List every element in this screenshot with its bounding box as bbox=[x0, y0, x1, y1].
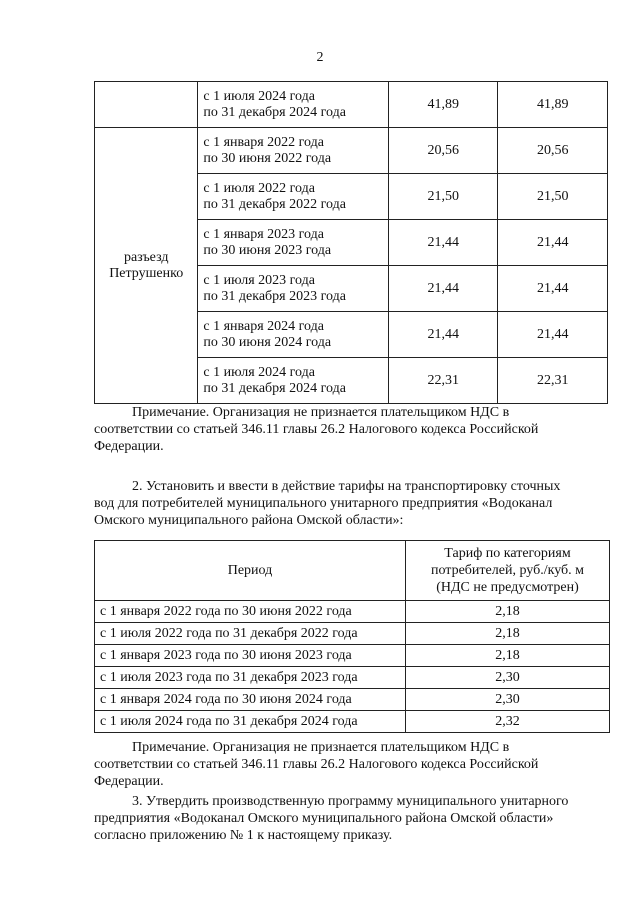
table-row bbox=[95, 645, 610, 667]
period-cell: с 1 июля 2022 года по 31 декабря 2022 года bbox=[95, 623, 406, 645]
tariff-value: 2,30 bbox=[406, 689, 610, 711]
tariff-value-a: 21,44 bbox=[389, 266, 498, 312]
column-header-period: Период bbox=[95, 541, 406, 601]
period-cell: с 1 июля 2024 года по 31 декабря 2024 года bbox=[198, 358, 389, 404]
table-row bbox=[95, 601, 610, 623]
tariff-value: 2,30 bbox=[406, 667, 610, 689]
tariff-value-a: 20,56 bbox=[389, 128, 498, 174]
period-cell: с 1 января 2023 года по 30 июня 2023 года bbox=[95, 645, 406, 667]
table-row bbox=[95, 689, 610, 711]
tariff-value-b: 21,44 bbox=[498, 266, 608, 312]
table-row bbox=[95, 623, 610, 645]
tariff-value-a: 21,44 bbox=[389, 312, 498, 358]
table-row bbox=[95, 667, 610, 689]
tariff-value-a: 21,50 bbox=[389, 174, 498, 220]
tariff-value: 2,18 bbox=[406, 645, 610, 667]
column-header-tariff: Тариф по категориям потребителей, руб./куб. м (НДС не предусмотрен) bbox=[406, 541, 610, 601]
period-cell: с 1 июля 2024 года по 31 декабря 2024 года bbox=[95, 711, 406, 733]
table-row bbox=[95, 711, 610, 733]
table-header-row bbox=[95, 541, 610, 601]
tariff-value: 2,32 bbox=[406, 711, 610, 733]
tariff-value: 2,18 bbox=[406, 623, 610, 645]
tariff-value-b: 21,44 bbox=[498, 220, 608, 266]
period-cell: с 1 января 2024 года по 30 июня 2024 года bbox=[95, 689, 406, 711]
tariff-value-b: 20,56 bbox=[498, 128, 608, 174]
note-vat-2: Примечание. Организация не признается плательщиком НДС в соответствии со статьей 346.11 главы 26.2 Налогового кодекса Российской Федерации. bbox=[94, 740, 539, 789]
tariff-value-b: 41,89 bbox=[498, 82, 608, 128]
period-cell: с 1 января 2023 года по 30 июня 2023 года bbox=[198, 220, 389, 266]
tariff-value-b: 21,44 bbox=[498, 312, 608, 358]
tariff-value-a: 21,44 bbox=[389, 220, 498, 266]
clause-3: 3. Утвердить производственную программу муниципального унитарного предприятия «Водоканал Омского муниципального района Омской области» согласно приложению № 1 к настоящему приказу. bbox=[94, 794, 569, 843]
tariff-value: 2,18 bbox=[406, 601, 610, 623]
page-number: 2 bbox=[316, 50, 324, 65]
note-vat-1: Примечание. Организация не признается плательщиком НДС в соответствии со статьей 346.11 главы 26.2 Налогового кодекса Российской Федерации. bbox=[94, 405, 539, 454]
tariff-table-locations bbox=[94, 81, 608, 404]
clause-2: 2. Установить и ввести в действие тарифы на транспортировку сточных вод для потребителей муниципального унитарного предприятия «Водоканал Омского муниципального района Омской области»: bbox=[94, 479, 561, 528]
period-cell: с 1 июля 2024 года по 31 декабря 2024 года bbox=[198, 82, 389, 128]
period-cell: с 1 января 2022 года по 30 июня 2022 года bbox=[95, 601, 406, 623]
tariff-table-transport bbox=[94, 540, 610, 733]
period-cell: с 1 июля 2022 года по 31 декабря 2022 года bbox=[198, 174, 389, 220]
table-row bbox=[95, 82, 608, 128]
location-cell-empty bbox=[95, 82, 198, 128]
period-cell: с 1 января 2024 года по 30 июня 2024 года bbox=[198, 312, 389, 358]
table-row bbox=[95, 128, 608, 174]
period-cell: с 1 июля 2023 года по 31 декабря 2023 года bbox=[95, 667, 406, 689]
period-cell: с 1 января 2022 года по 30 июня 2022 года bbox=[198, 128, 389, 174]
location-cell: разъезд Петрушенко bbox=[95, 128, 198, 404]
tariff-value-b: 21,50 bbox=[498, 174, 608, 220]
tariff-value-b: 22,31 bbox=[498, 358, 608, 404]
tariff-value-a: 22,31 bbox=[389, 358, 498, 404]
tariff-value-a: 41,89 bbox=[389, 82, 498, 128]
period-cell: с 1 июля 2023 года по 31 декабря 2023 года bbox=[198, 266, 389, 312]
